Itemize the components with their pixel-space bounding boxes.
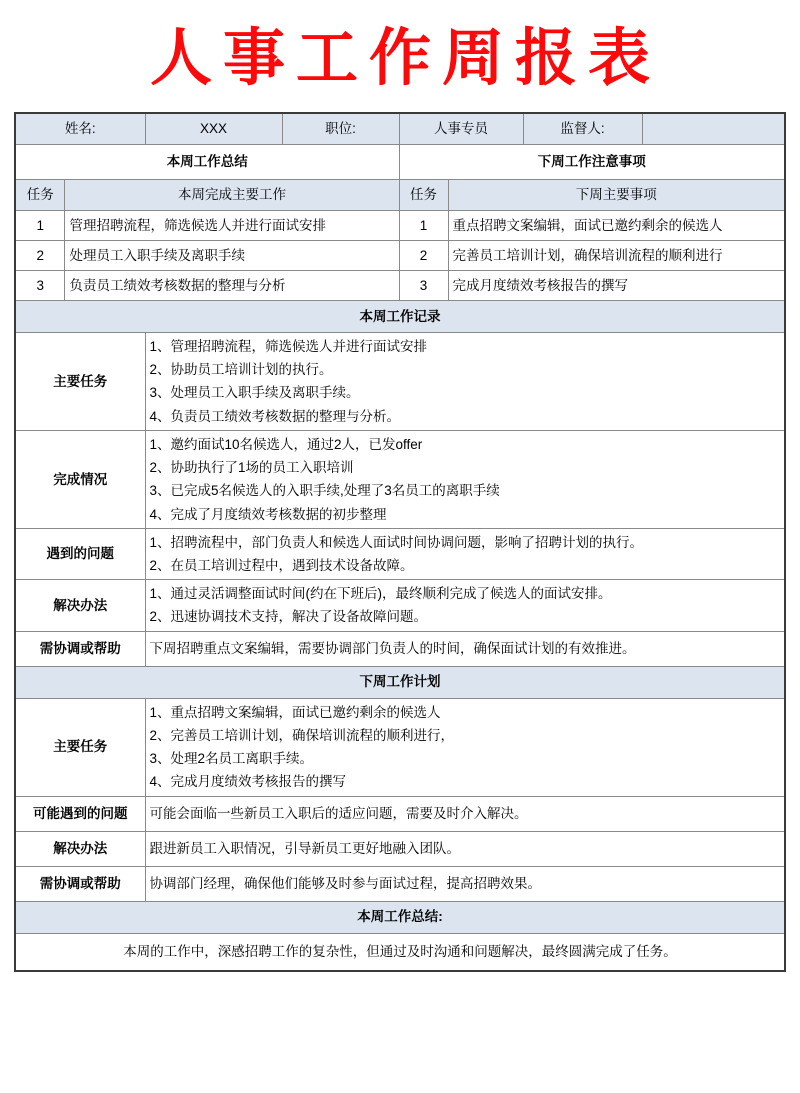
name-value[interactable]: XXX xyxy=(145,113,282,145)
name-label: 姓名: xyxy=(15,113,145,145)
right-work-col-header: 下周主要事项 xyxy=(448,180,785,211)
possible-problems-row xyxy=(15,796,785,831)
problems-label: 遇到的问题 xyxy=(15,528,145,579)
right-task-text[interactable]: 完善员工培训计划，确保培训流程的顺利进行 xyxy=(448,241,785,271)
position-value[interactable]: 人事专员 xyxy=(399,113,523,145)
info-row xyxy=(15,113,785,145)
completion-content[interactable] xyxy=(145,430,785,528)
list-item: 2、协助员工培训计划的执行。 xyxy=(149,362,333,378)
next-week-help-row xyxy=(15,866,785,901)
help-label: 需协调或帮助 xyxy=(15,631,145,666)
list-item: 2、在员工培训过程中，遇到技术设备故障。 xyxy=(149,557,414,573)
solutions-row xyxy=(15,580,785,631)
left-task-text[interactable]: 负责员工绩效考核数据的整理与分析 xyxy=(65,271,399,301)
left-task-number: 3 xyxy=(15,271,65,301)
supervisor-value[interactable] xyxy=(642,113,785,145)
list-item: 1、邀约面试10名候选人，通过2人，已发offer xyxy=(149,436,423,452)
solutions-label: 解决办法 xyxy=(15,580,145,631)
right-task-number: 1 xyxy=(399,211,448,241)
list-item: 1、重点招聘文案编辑，面试已邀约剩余的候选人 xyxy=(149,704,441,720)
right-task-text[interactable]: 完成月度绩效考核报告的撰写 xyxy=(448,271,785,301)
weekly-summary-band-row xyxy=(15,901,785,933)
right-task-number: 2 xyxy=(399,241,448,271)
this-week-record-band-row xyxy=(15,301,785,333)
left-task-number: 2 xyxy=(15,241,65,271)
problems-row xyxy=(15,528,785,579)
solutions-content[interactable] xyxy=(145,580,785,631)
next-week-main-tasks-label: 主要任务 xyxy=(15,698,145,796)
next-week-help-content[interactable]: 协调部门经理，确保他们能够及时参与面试过程，提高招聘效果。 xyxy=(145,866,785,901)
page-title: 人事工作周报表 xyxy=(149,24,661,93)
possible-problems-content[interactable]: 可能会面临一些新员工入职后的适应问题，需要及时介入解决。 xyxy=(145,796,785,831)
next-week-main-tasks-content[interactable] xyxy=(145,698,785,796)
help-row xyxy=(15,631,785,666)
weekly-summary-row xyxy=(15,933,785,971)
task-column-header-row xyxy=(15,180,785,211)
problems-content[interactable] xyxy=(145,528,785,579)
possible-problems-label: 可能遇到的问题 xyxy=(15,796,145,831)
list-item: 2、迅速协调技术支持，解决了设备故障问题。 xyxy=(149,609,428,625)
table-row xyxy=(15,241,785,271)
this-week-summary-header: 本周工作总结 xyxy=(15,145,399,180)
list-item: 2、协助执行了1场的员工入职培训 xyxy=(149,460,354,476)
next-week-solutions-row xyxy=(15,831,785,866)
this-week-record-band: 本周工作记录 xyxy=(15,301,785,333)
this-week-main-tasks-row xyxy=(15,333,785,431)
left-task-text[interactable]: 管理招聘流程，筛选候选人并进行面试安排 xyxy=(65,211,399,241)
next-week-plan-band-row xyxy=(15,666,785,698)
table-row xyxy=(15,211,785,241)
completion-label: 完成情况 xyxy=(15,430,145,528)
next-week-help-label: 需协调或帮助 xyxy=(15,866,145,901)
list-item: 2、完善员工培训计划，确保培训流程的顺利进行， xyxy=(149,727,455,743)
list-item: 4、完成月度绩效考核报告的撰写 xyxy=(149,774,347,790)
list-item: 3、处理员工入职手续及离职手续。 xyxy=(149,385,360,401)
next-week-solutions-label: 解决办法 xyxy=(15,831,145,866)
list-item: 4、负责员工绩效考核数据的整理与分析。 xyxy=(149,408,401,424)
next-week-plan-band: 下周工作计划 xyxy=(15,666,785,698)
weekly-summary-band: 本周工作总结: xyxy=(15,901,785,933)
right-task-number: 3 xyxy=(399,271,448,301)
supervisor-label: 监督人: xyxy=(523,113,642,145)
completion-row xyxy=(15,430,785,528)
list-item: 3、处理2名员工离职手续。 xyxy=(149,751,314,767)
list-item: 4、完成了月度绩效考核数据的初步整理 xyxy=(149,506,387,522)
right-task-col-header: 任务 xyxy=(399,180,448,211)
list-item: 3、已完成5名候选人的入职手续,处理了3名员工的离职手续 xyxy=(149,483,500,499)
left-task-number: 1 xyxy=(15,211,65,241)
this-week-main-tasks-label: 主要任务 xyxy=(15,333,145,431)
list-item: 1、管理招聘流程，筛选候选人并进行面试安排 xyxy=(149,339,428,354)
this-week-main-tasks-content[interactable] xyxy=(145,333,785,431)
weekly-summary-text[interactable]: 本周的工作中，深感招聘工作的复杂性，但通过及时沟通和问题解决，最终圆满完成了任务。 xyxy=(15,933,785,971)
left-work-col-header: 本周完成主要工作 xyxy=(65,180,399,211)
table-row xyxy=(15,271,785,301)
report-table xyxy=(14,112,786,972)
list-item: 1、通过灵活调整面试时间(约在下班后)，最终顺利完成了候选人的面试安排。 xyxy=(149,586,612,602)
left-task-col-header: 任务 xyxy=(15,180,65,211)
position-label: 职位: xyxy=(282,113,399,145)
next-week-main-tasks-row xyxy=(15,698,785,796)
list-item: 1、招聘流程中，部门负责人和候选人面试时间协调问题，影响了招聘计划的执行。 xyxy=(149,534,644,550)
next-week-solutions-content[interactable]: 跟进新员工入职情况，引导新员工更好地融入团队。 xyxy=(145,831,785,866)
left-task-text[interactable]: 处理员工入职手续及离职手续 xyxy=(65,241,399,271)
help-content[interactable]: 下周招聘重点文案编辑，需要协调部门负责人的时间，确保面试计划的有效推进。 xyxy=(145,631,785,666)
right-task-text[interactable]: 重点招聘文案编辑，面试已邀约剩余的候选人 xyxy=(448,211,785,241)
next-week-notes-header: 下周工作注意事项 xyxy=(399,145,785,180)
split-header-row xyxy=(15,145,785,180)
